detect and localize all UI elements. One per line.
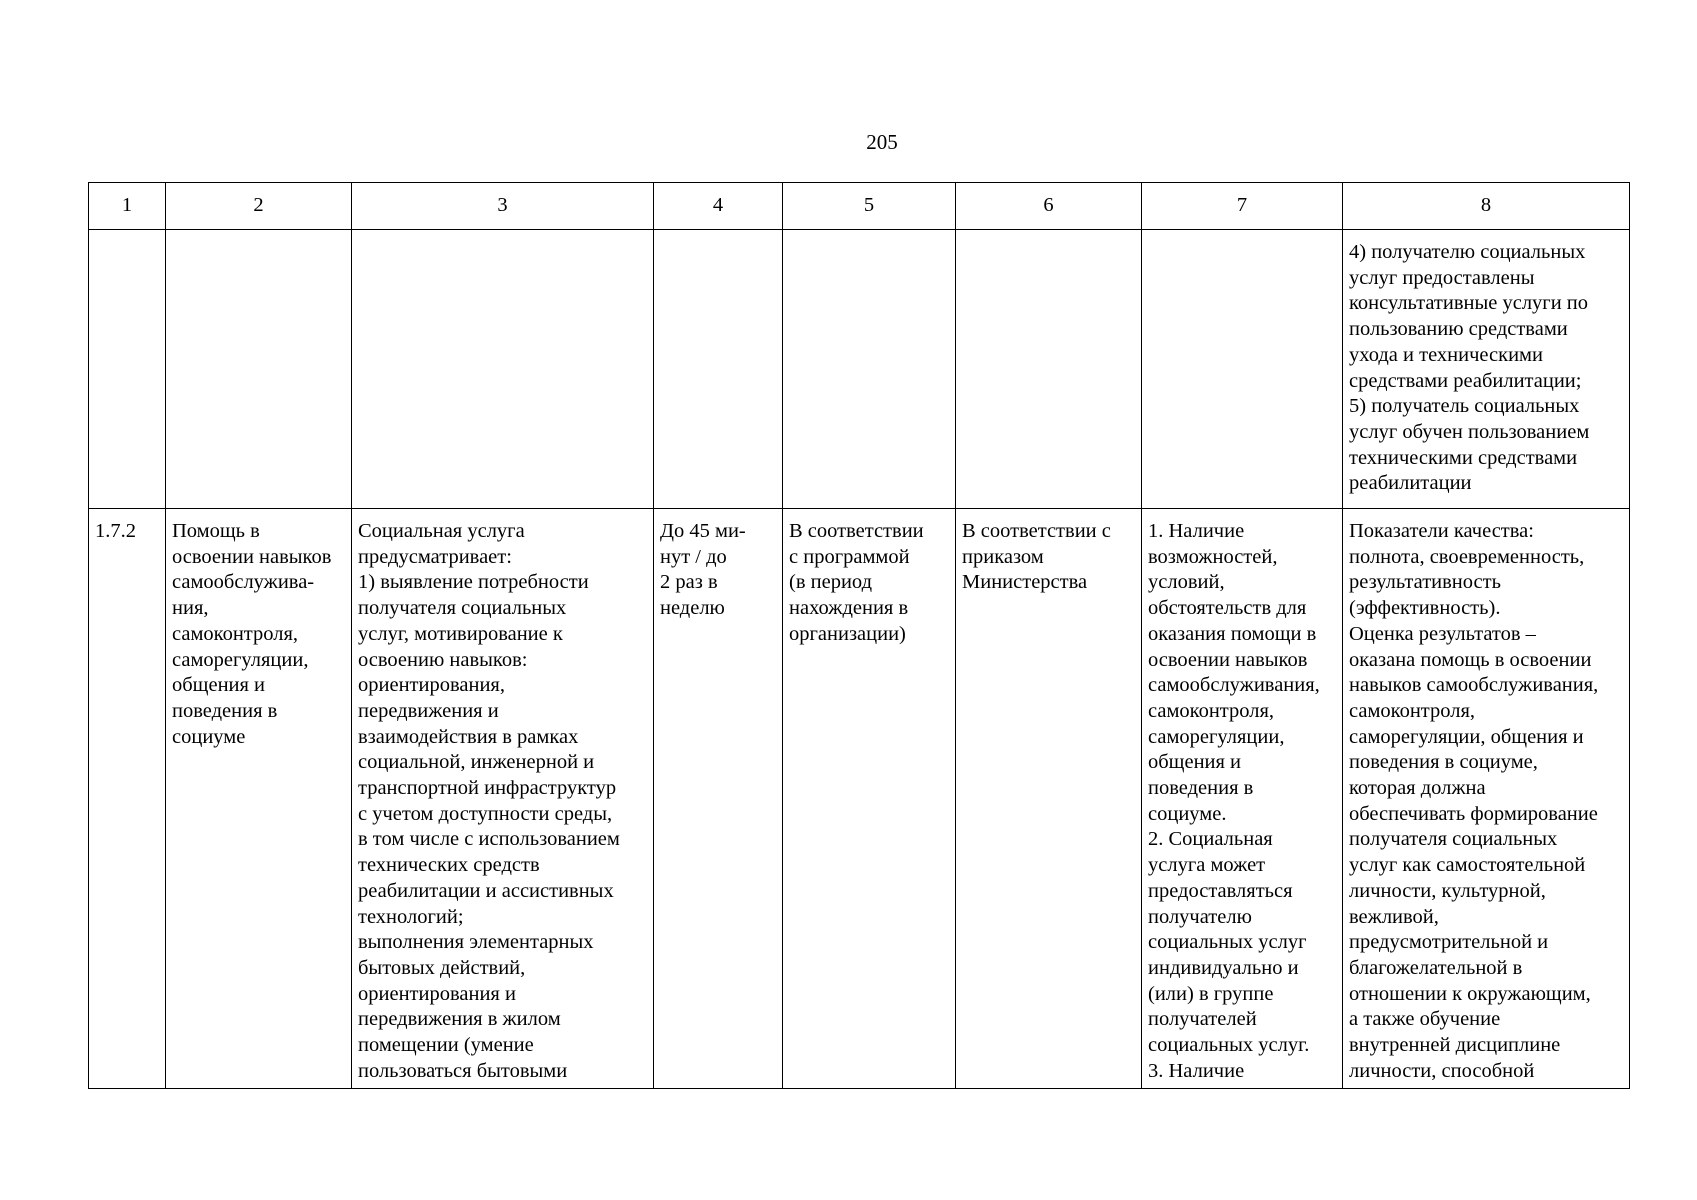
- cell-conditions: [1142, 230, 1343, 509]
- column-number-1: 1: [89, 183, 166, 230]
- cell-service-name: [166, 230, 352, 509]
- cell-item-number: 1.7.2: [89, 509, 166, 1089]
- column-number-5: 5: [783, 183, 956, 230]
- cell-quality-indicators: 4) получателю социальных услуг предоставлены консультативные услуги по пользованию средствами ухода и техническими средствами реабилитации; 5) получатель социальных услуг обучен пользованием техническими средствами реабилитации: [1343, 230, 1630, 509]
- cell-duration: До 45 ми- нут / до 2 раз в неделю: [654, 509, 783, 1089]
- column-number-3: 3: [352, 183, 654, 230]
- cell-schedule: [783, 230, 956, 509]
- column-number-4: 4: [654, 183, 783, 230]
- column-number-2: 2: [166, 183, 352, 230]
- column-number-7: 7: [1142, 183, 1343, 230]
- cell-conditions: 1. Наличие возможностей, условий, обстоятельств для оказания помощи в освоении навыков самообслуживания, самоконтроля, саморегуляции, общения и поведения в социуме. 2. Социальная услуга может предоставляться получателю социальных услуг индивидуально и (или) в группе получателей социальных услуг. 3. Наличие: [1142, 509, 1343, 1089]
- table-row-continuation: [89, 230, 1630, 509]
- cell-service-description: [352, 230, 654, 509]
- column-number-6: 6: [956, 183, 1142, 230]
- cell-duration: [654, 230, 783, 509]
- services-table: [88, 182, 1630, 1089]
- cell-schedule: В соответствии с программой (в период нахождения в организации): [783, 509, 956, 1089]
- table-row-service-1-7-2: [89, 509, 1630, 1089]
- column-number-8: 8: [1343, 183, 1630, 230]
- cell-service-description: Социальная услуга предусматривает: 1) выявление потребности получателя социальных услуг, мотивирование к освоению навыков: ориентирования, передвижения и взаимодействия в рамках социальной, инженерной и транспортной инфраструктур с учетом доступности среды, в том числе с использованием технических средств реабилитации и ассистивных технологий; выполнения элементарных бытовых действий, ориентирования и передвижения в жилом помещении (умение пользоваться бытовыми: [352, 509, 654, 1089]
- cell-item-number: [89, 230, 166, 509]
- table-header-row: [89, 183, 1630, 230]
- cell-tariff: [956, 230, 1142, 509]
- page-number: 205: [866, 130, 898, 154]
- cell-service-name: Помощь в освоении навыков самообслужива- ния, самоконтроля, саморегуляции, общения и поведения в социуме: [166, 509, 352, 1089]
- cell-quality-indicators: Показатели качества: полнота, своевременность, результативность (эффективность). Оценка результатов – оказана помощь в освоении навыков самообслуживания, самоконтроля, саморегуляции, общения и поведения в социуме, которая должна обеспечивать формирование получателя социальных услуг как самостоятельной личности, культурной, вежливой, предусмотрительной и благожелательной в отношении к окружающим, а также обучение внутренней дисциплине личности, способной: [1343, 509, 1630, 1089]
- cell-tariff: В соответствии с приказом Министерства: [956, 509, 1142, 1089]
